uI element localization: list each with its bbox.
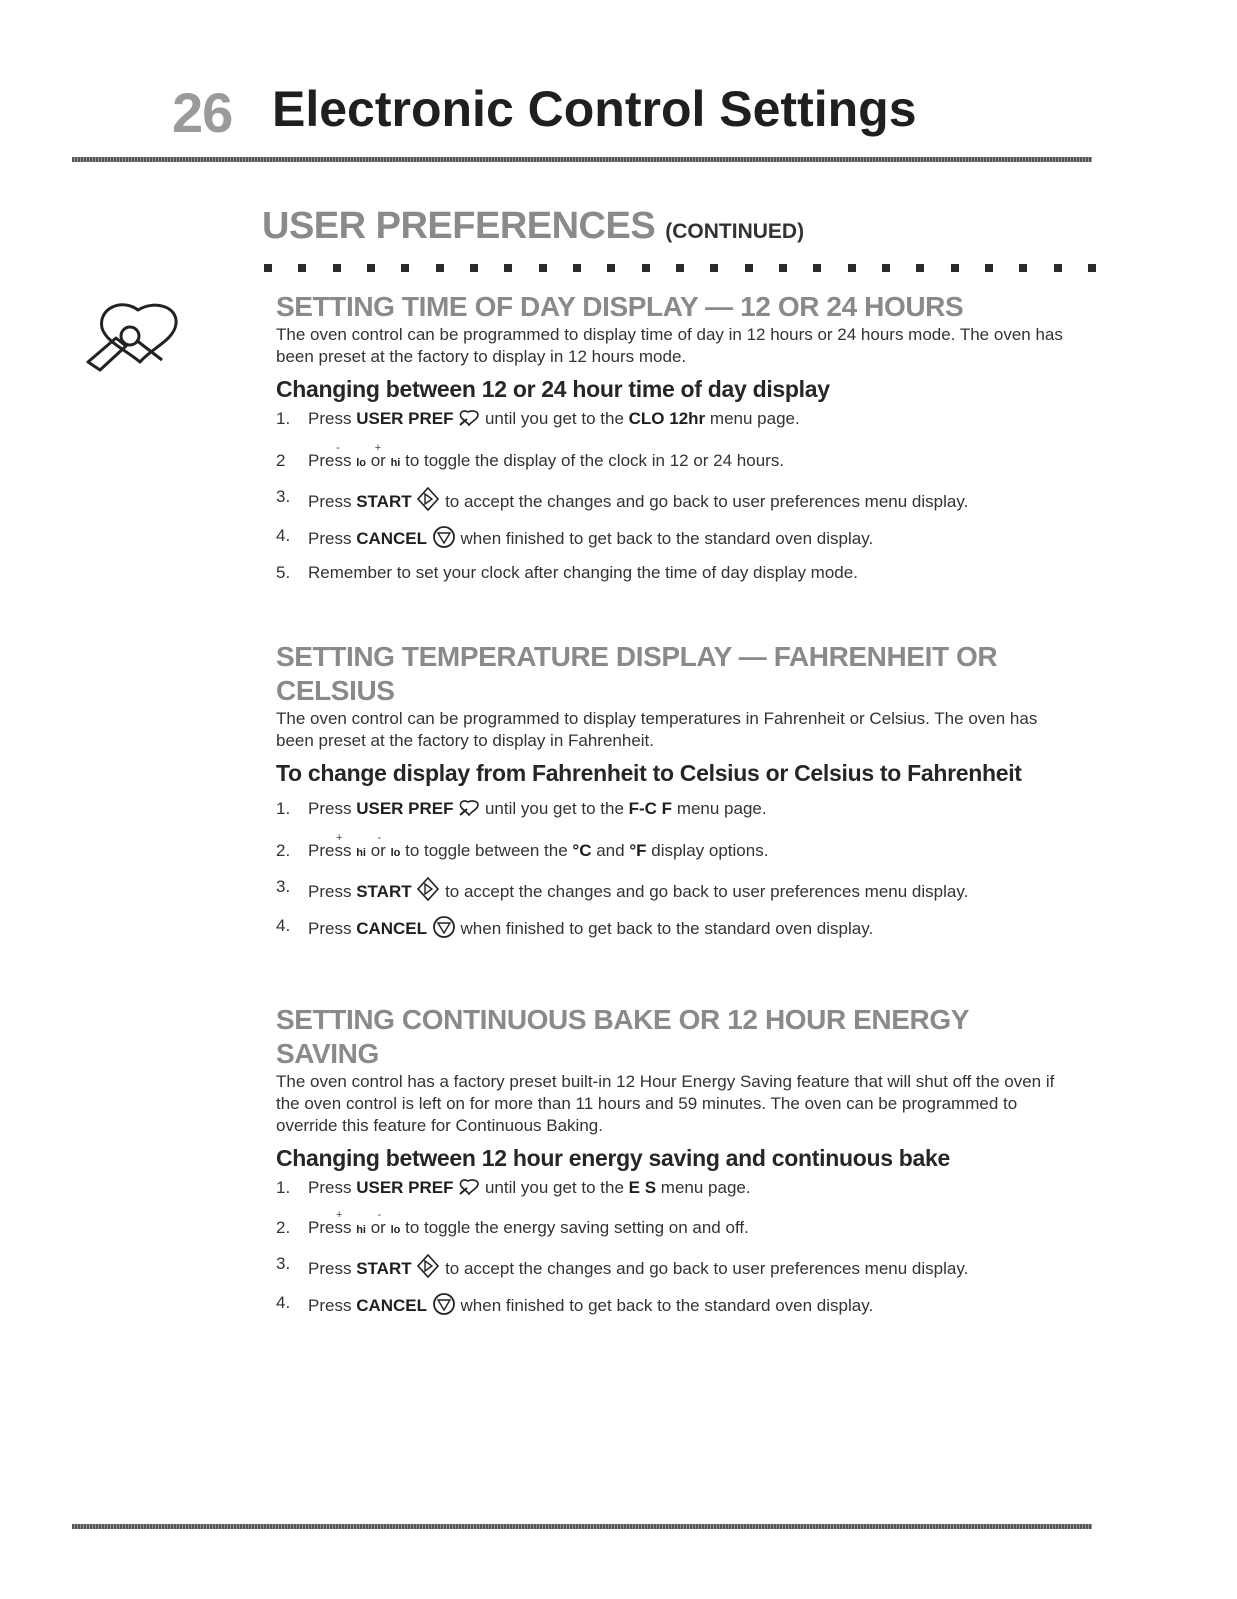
bottom-divider — [72, 1524, 1092, 1529]
time-of-day-heading: SETTING TIME OF DAY DISPLAY — 12 OR 24 HOURS — [276, 291, 964, 322]
top-divider — [72, 157, 1092, 162]
temperature-subheading: To change display from Fahrenheit to Celsius or Celsius to Fahrenheit — [276, 760, 1022, 786]
square-divider — [264, 264, 1096, 272]
time-of-day-intro: The oven control can be programmed to display time of day in 12 hours or 24 hours mode. The oven has been preset at the factory to display in 12 hours mode. — [276, 325, 1063, 366]
time-of-day-steps — [276, 408, 1076, 584]
list-item: 3. Press START to accept the changes and go back to user preferences menu display. — [276, 1254, 969, 1278]
cancel-key: CANCEL — [356, 529, 428, 548]
user-pref-icon — [458, 409, 480, 429]
user-pref-icon — [458, 1178, 480, 1198]
temperature-intro: The oven control can be programmed to display temperatures in Fahrenheit or Celsius. The oven has been preset at the factory to display in Fahrenheit. — [276, 709, 1038, 750]
wrench-hand-icon — [82, 300, 190, 380]
energy-saving-steps — [276, 1177, 1076, 1317]
energy-saving-heading: SETTING CONTINUOUS BAKE OR 12 HOUR ENERGY SAVING — [276, 1004, 969, 1069]
cancel-key: CANCEL — [356, 1296, 428, 1315]
list-item: 1. Press USER PREF until you get to the F-C F menu page. — [276, 799, 767, 818]
start-key: START — [356, 882, 412, 901]
list-item: + - 2. Press hi or lo to toggle between the °C and °F display options. — [276, 832, 769, 860]
start-diamond-icon — [416, 876, 440, 902]
time-of-day-section — [276, 290, 1076, 596]
user-pref-icon — [458, 799, 480, 819]
energy-saving-section — [276, 1003, 1076, 1329]
section-continued: (CONTINUED) — [665, 220, 805, 243]
time-of-day-subheading: Changing between 12 or 24 hour time of day display — [276, 376, 830, 402]
start-diamond-icon — [416, 1253, 440, 1279]
temperature-steps — [276, 798, 1076, 940]
section-title — [262, 205, 804, 248]
energy-saving-subheading: Changing between 12 hour energy saving and continuous bake — [276, 1145, 950, 1171]
user-pref-key: USER PREF — [356, 799, 454, 818]
start-key: START — [356, 1259, 412, 1278]
list-item: + - 2. Press hi or lo to toggle the energy saving setting on and off. — [276, 1209, 749, 1237]
cancel-circle-icon — [432, 915, 456, 939]
temperature-section — [276, 640, 1076, 952]
start-key: START — [356, 492, 412, 511]
cancel-key: CANCEL — [356, 919, 428, 938]
user-pref-key: USER PREF — [356, 409, 454, 428]
list-item: 4. Press CANCEL when finished to get back to the standard oven display. — [276, 1293, 874, 1315]
list-item: - + 2 Press lo or hi to toggle the display of the clock in 12 or 24 hours. — [276, 442, 785, 470]
cancel-circle-icon — [432, 525, 456, 549]
energy-saving-intro: The oven control has a factory preset built-in 12 Hour Energy Saving feature that will shut off the oven if the oven control is left on for more than 11 hours and 59 minutes. The oven can be programmed to override this feature for Continuous Baking. — [276, 1072, 1055, 1135]
section-title-text: USER PREFERENCES — [262, 205, 656, 247]
page-title: Electronic Control Settings — [272, 81, 917, 137]
start-diamond-icon — [416, 486, 440, 512]
page-number: 26 — [172, 81, 233, 144]
list-item: 4. Press CANCEL when finished to get back to the standard oven display. — [276, 916, 874, 938]
temperature-heading: SETTING TEMPERATURE DISPLAY — FAHRENHEIT OR CELSIUS — [276, 641, 998, 706]
cancel-circle-icon — [432, 1292, 456, 1316]
list-item: 3. Press START to accept the changes and go back to user preferences menu display. — [276, 877, 969, 901]
list-item: 5. Remember to set your clock after changing the time of day display mode. — [276, 563, 858, 582]
list-item: 4. Press CANCEL when finished to get back to the standard oven display. — [276, 526, 874, 548]
list-item: 3. Press START to accept the changes and go back to user preferences menu display. — [276, 487, 969, 511]
list-item: 1. Press USER PREF until you get to the CLO 12hr menu page. — [276, 409, 800, 428]
user-pref-key: USER PREF — [356, 1178, 454, 1197]
list-item: 1. Press USER PREF until you get to the E S menu page. — [276, 1178, 751, 1197]
